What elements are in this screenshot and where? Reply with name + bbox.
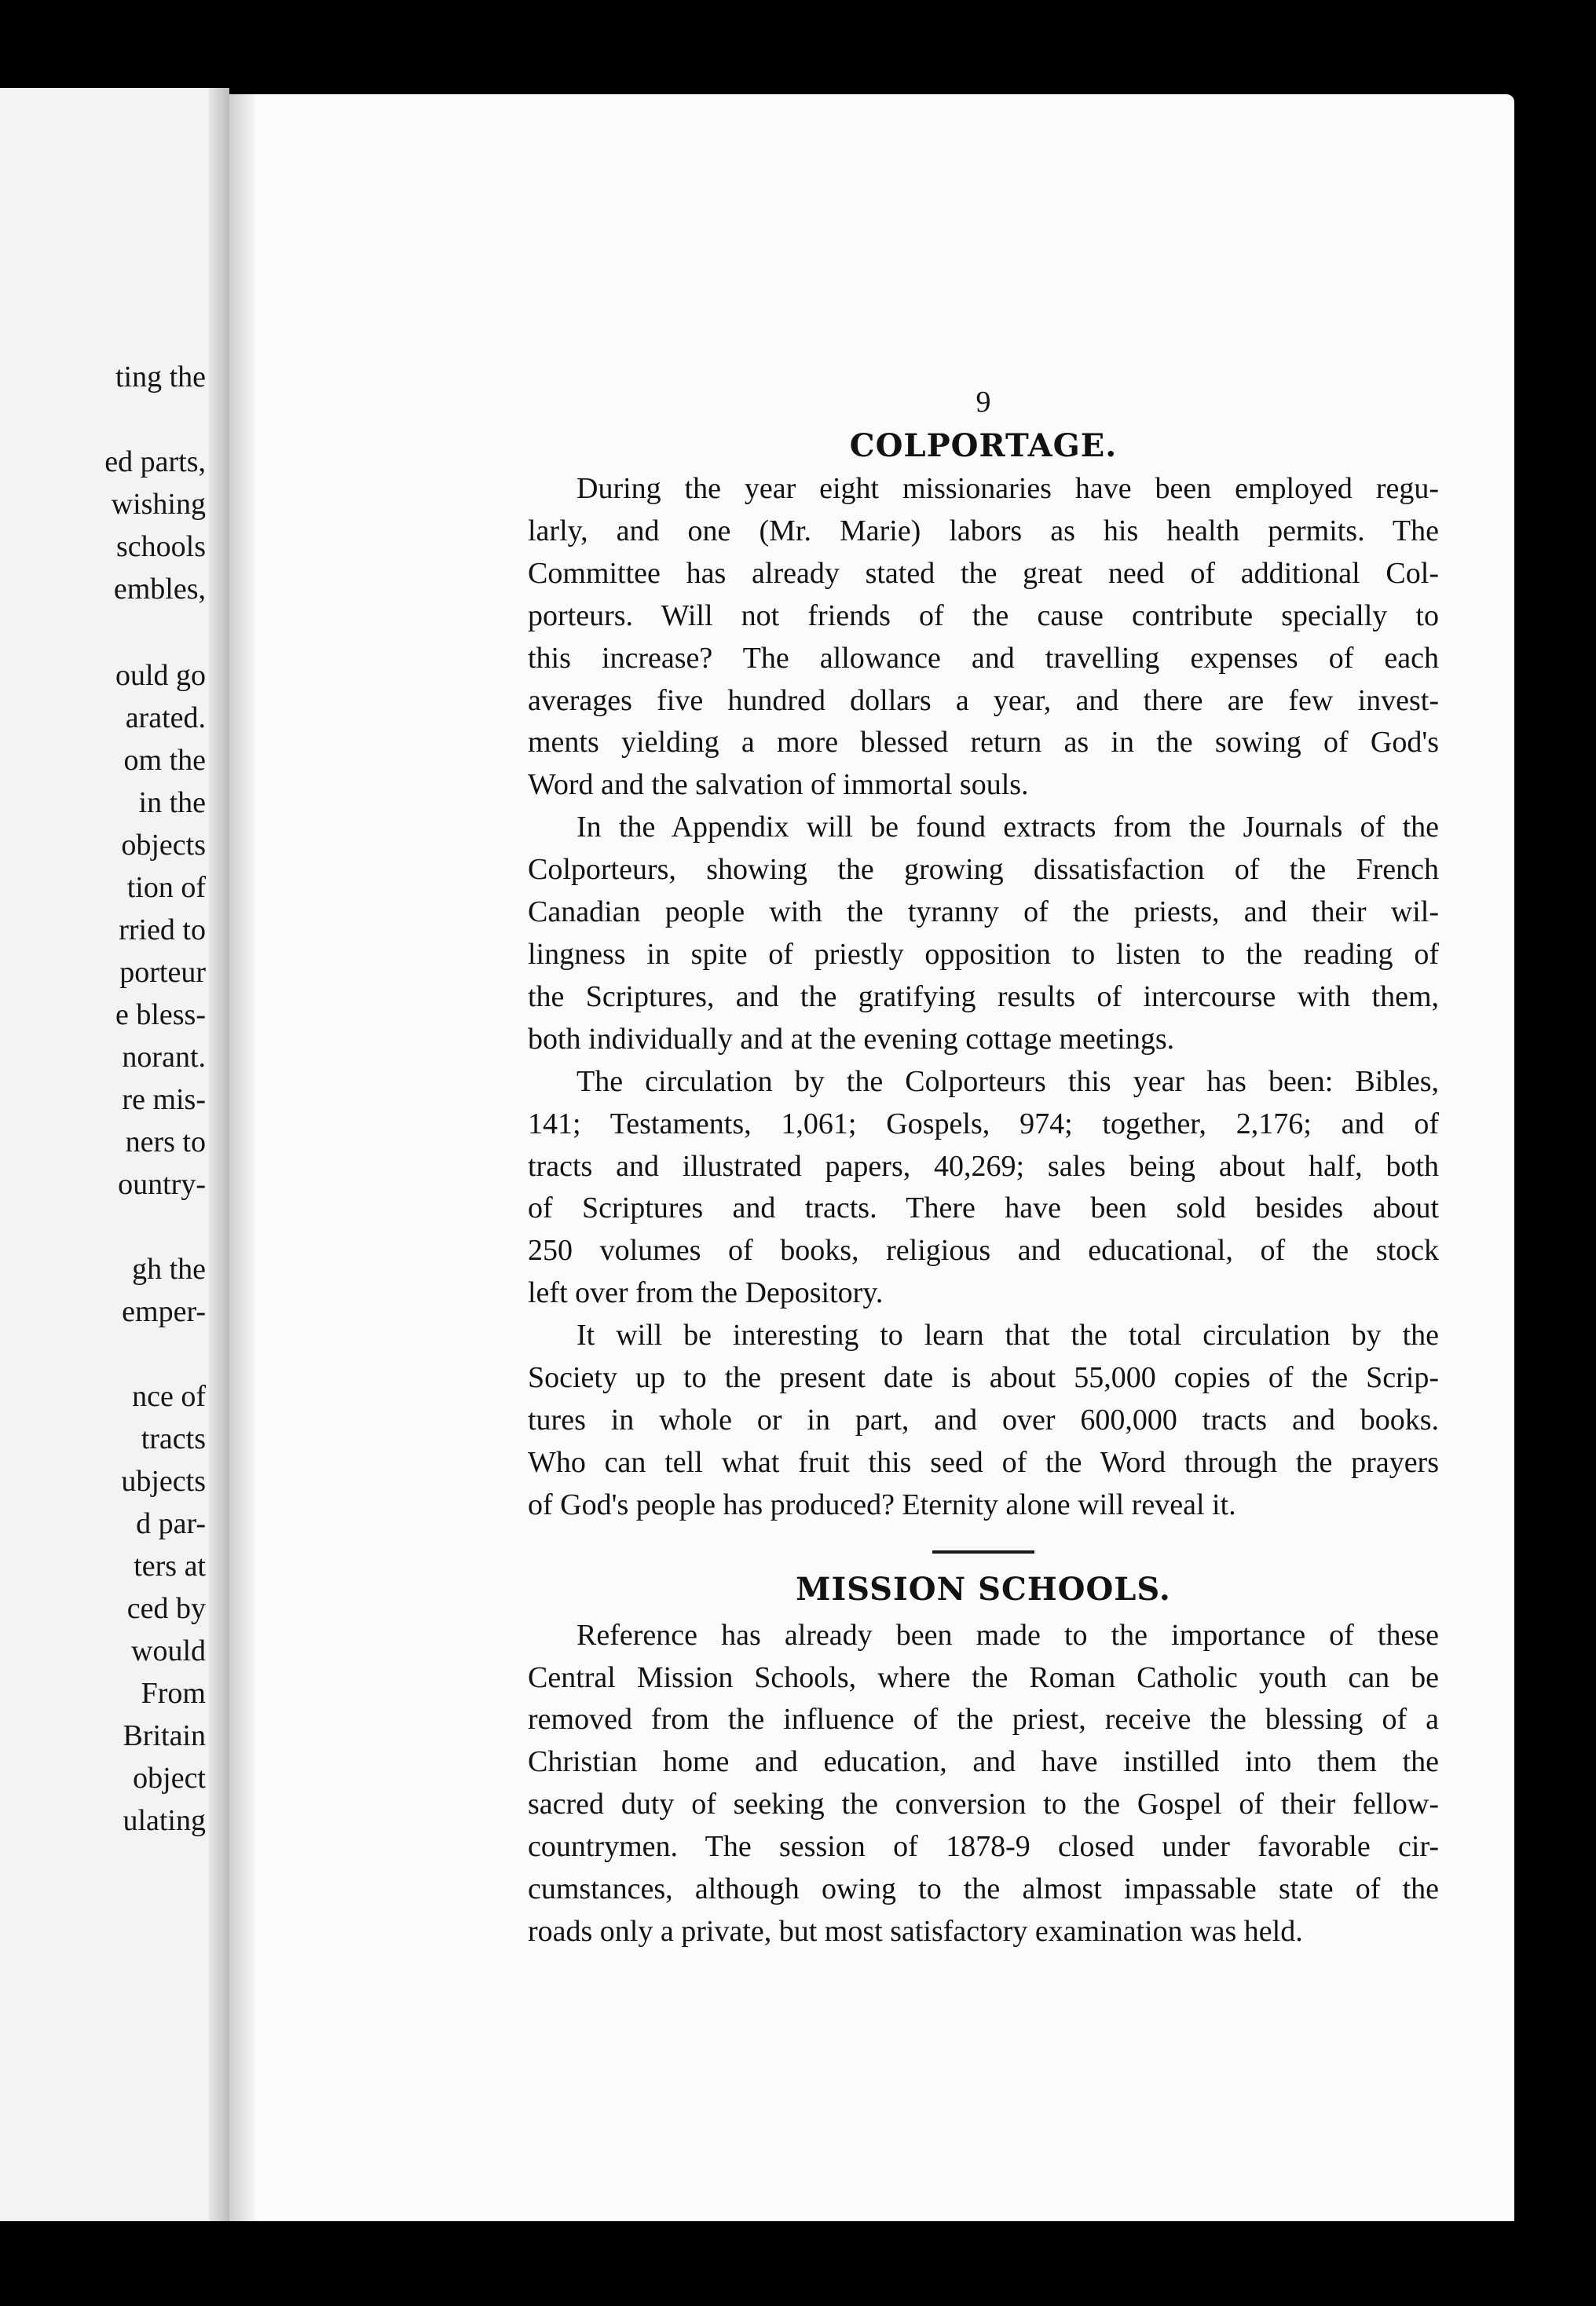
text-line: tracts and illustrated papers, 40,269; sales being about half, both (528, 1149, 1439, 1183)
previous-page-fragment (0, 88, 229, 2221)
text-line: this increase? The allowance and travelling expenses of each (528, 641, 1439, 675)
paragraph (528, 468, 1439, 807)
previous-page-line: From (141, 1677, 206, 1710)
text-line: Christian home and education, and have instilled into them the (528, 1745, 1439, 1779)
text-line: Reference has already been made to the importance of these (577, 1618, 1439, 1652)
text-line: It will be interesting to learn that the total circulation by the (577, 1319, 1439, 1352)
page-number: 9 (976, 386, 991, 419)
text-line: 250 volumes of books, religious and educational, of the stock (528, 1234, 1439, 1268)
previous-page-line: tracts (141, 1422, 206, 1455)
text-line: left over from the Depository. (528, 1276, 884, 1310)
text-line: Society up to the present date is about 55,000 copies of the Scrip- (528, 1361, 1439, 1395)
text-line: countrymen. The session of 1878-9 closed under favorable cir- (528, 1830, 1439, 1864)
text-line: Canadian people with the tyranny of the priests, and their wil- (528, 895, 1439, 929)
previous-page-line: ced by (126, 1592, 206, 1625)
previous-page-line: schools (116, 530, 206, 563)
previous-page-line: d par- (136, 1507, 206, 1540)
paragraph (528, 1061, 1439, 1315)
section-divider (932, 1550, 1034, 1554)
previous-page-line: norant. (122, 1041, 206, 1074)
text-line: lingness in spite of priestly opposition to listen to the reading of (528, 937, 1439, 971)
text-line: removed from the influence of the priest, receive the blessing of a (528, 1703, 1439, 1737)
previous-page-line: ubjects (121, 1465, 206, 1498)
paragraph (528, 1615, 1439, 1953)
previous-page-line: e bless- (115, 998, 206, 1031)
previous-page-line: nce of (132, 1380, 206, 1413)
previous-page-line: ed parts, (104, 445, 206, 478)
text-line: porteurs. Will not friends of the cause contribute specially to (528, 598, 1439, 632)
text-line: the Scriptures, and the gratifying results of intercourse with them, (528, 979, 1439, 1013)
previous-page-line: objects (121, 829, 206, 862)
page-body (528, 383, 1439, 1953)
text-line: Who can tell what fruit this seed of the Word through the prayers (528, 1445, 1439, 1479)
text-line: ments yielding a more blessed return as in the sowing of God's (528, 726, 1439, 760)
previous-page-line: om the (123, 744, 206, 777)
previous-page-line: ulating (123, 1804, 206, 1837)
text-line: Committee has already stated the great need of additional Col- (528, 556, 1439, 590)
text-line: tures in whole or in part, and over 600,000 tracts and books. (528, 1403, 1439, 1437)
previous-page-line: wishing (111, 488, 206, 521)
previous-page-line: ould go (115, 659, 206, 692)
text-line: Central Mission Schools, where the Roman Catholic youth can be (528, 1660, 1439, 1694)
paragraph (528, 807, 1439, 1060)
previous-page-line: porteur (119, 956, 206, 989)
text-line: cumstances, although owing to the almost impassable state of the (528, 1872, 1439, 1906)
previous-page-line: ters at (134, 1550, 206, 1583)
page-gutter-shadow (209, 88, 229, 2221)
document-page (229, 94, 1514, 2221)
section-mission-schools (528, 1615, 1439, 1953)
text-line: In the Appendix will be found extracts from the Journals of the (577, 811, 1439, 844)
text-line: The circulation by the Colporteurs this year has been: Bibles, (577, 1064, 1439, 1098)
text-line: roads only a private, but most satisfactory examination was held. (528, 1915, 1303, 1948)
page-spine-shadow (229, 94, 256, 2221)
text-line: During the year eight missionaries have been employed regu- (577, 472, 1439, 505)
text-line: averages five hundred dollars a year, and there are few invest- (528, 683, 1439, 717)
previous-page-line: object (133, 1762, 206, 1795)
text-line: Colporteurs, showing the growing dissatisfaction of the French (528, 853, 1439, 887)
section-heading-mission-schools: MISSION SCHOOLS. (796, 1570, 1171, 1608)
text-line: of God's people has produced? Eternity alone will reveal it. (528, 1488, 1236, 1521)
text-line: of Scriptures and tracts. There have been sold besides about (528, 1191, 1439, 1225)
text-line: sacred duty of seeking the conversion to the Gospel of their fellow- (528, 1788, 1439, 1821)
text-line: both individually and at the evening cottage meetings. (528, 1022, 1175, 1056)
paragraph (528, 1315, 1439, 1527)
previous-page-line: ting the (115, 361, 206, 393)
previous-page-line: in the (138, 786, 206, 819)
previous-page-line: arated. (125, 701, 206, 734)
previous-page-line: re mis- (122, 1083, 206, 1116)
section-heading-colportage: COLPORTAGE. (849, 427, 1118, 464)
previous-page-line: Britain (123, 1719, 206, 1752)
previous-page-line: rried to (119, 913, 206, 946)
text-line: Word and the salvation of immortal souls. (528, 768, 1029, 802)
previous-page-line: emper- (122, 1295, 206, 1328)
text-line: 141; Testaments, 1,061; Gospels, 974; together, 2,176; and of (528, 1107, 1439, 1140)
section-colportage (528, 468, 1439, 1527)
previous-page-line: would (131, 1634, 206, 1667)
previous-page-line: ountry- (118, 1168, 206, 1201)
previous-page-line: ners to (125, 1126, 206, 1158)
text-line: larly, and one (Mr. Marie) labors as his health permits. The (528, 514, 1439, 547)
previous-page-line: embles, (113, 573, 206, 606)
previous-page-line: tion of (126, 871, 206, 904)
previous-page-line: gh the (132, 1253, 206, 1286)
